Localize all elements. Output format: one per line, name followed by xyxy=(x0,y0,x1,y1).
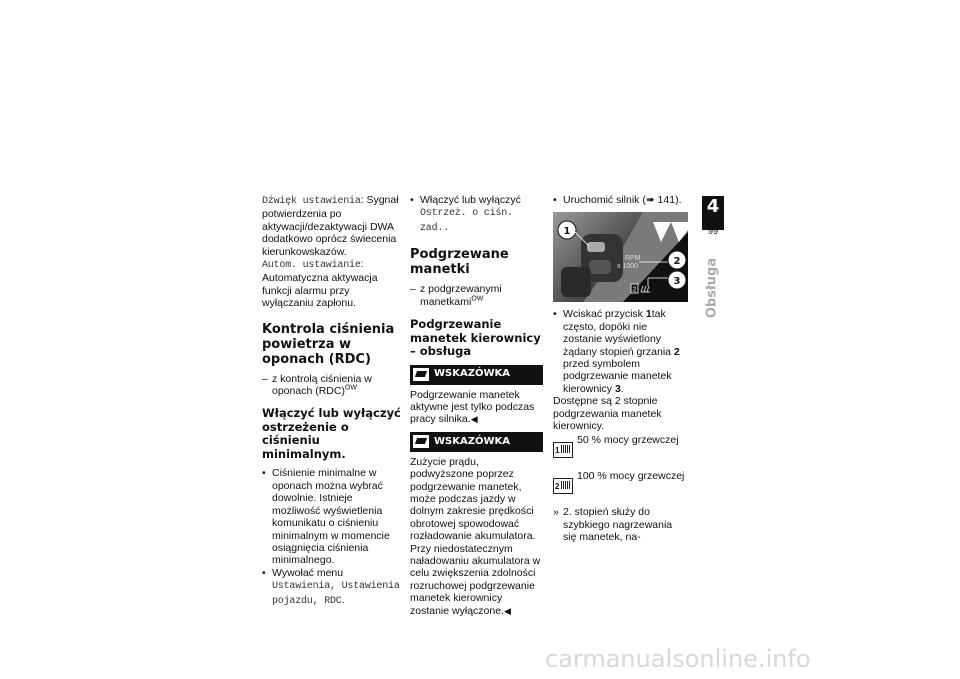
press-button-bullet: • Wciskać przycisk 1tak często, dopóki nie zostanie wyświetlony żądany stopień grzania 2 przed symbolem podgrzewanie manetek kierownicy 3. xyxy=(553,308,688,395)
note-banner: WSKAZÓWKA xyxy=(410,365,543,385)
note-2-text: Zużycie prądu, podwyższone poprzez podgrzewanie manetek, może podczas jazdy w dolnym zakresie prędkości obrotowej spowodować rozładowanie akumulatora. Przy niedostatecznym naładowaniu akumulatora w celu zwiększenia zdolności rozruchowej podgrzewanie manetek kierownicy zostanie wyłączone.◀ xyxy=(410,455,541,617)
note-banner: WSKAZÓWKA xyxy=(410,432,543,452)
heating-level-1: 1 50 % mocy grzewczej xyxy=(553,434,688,458)
column-3 xyxy=(553,194,688,544)
column-2 xyxy=(410,194,543,617)
sound-setting-paragraph: Dźwięk ustawienia: Sygnał potwierdzenia po aktywacji/dezaktywacji DWA dodatkowo oprócz świecenia kierunkowskazów. xyxy=(262,194,399,258)
tire-pressure-heading: Kontrola ciśnienia powietrza w oponach (RDC) xyxy=(262,321,395,367)
note-1-text: Podgrzewanie manetek aktywne jest tylko podczas pracy silnika.◀ xyxy=(410,388,535,426)
heated-grips-operation-heading: Podgrzewanie manetek kierownicy – obsługa xyxy=(410,317,541,359)
svg-text:2: 2 xyxy=(673,256,681,268)
watermark-text: carmanualsonline.info xyxy=(545,645,811,673)
rdc-option-line: – z kontrolą ciśnienia w oponach (RDC)$^{OW}$ xyxy=(262,373,402,398)
heat-level-1-icon: 1 xyxy=(553,442,573,458)
end-mark-icon: ◀ xyxy=(503,605,511,616)
auto-setting-paragraph: Autom. ustawianie: Automatyczna aktywacja funkcji alarmu przy wyłączaniu zapłonu. xyxy=(262,258,378,310)
note-book-icon xyxy=(413,368,429,381)
section-tab: Obsługa xyxy=(704,257,720,319)
handlebar-figure xyxy=(553,212,688,302)
start-engine-bullet: • Uruchomić silnik (➠ 141). xyxy=(553,194,688,206)
gear-level-label: 2 xyxy=(632,286,637,294)
end-mark-icon: ◀ xyxy=(470,414,478,425)
chapter-tab: 4 xyxy=(702,196,724,230)
rpm-label: RPM xyxy=(625,255,641,263)
svg-text:1: 1 xyxy=(563,226,571,238)
min-pressure-bullet: • Ciśnienie minimalne w oponach można wybrać dowolnie. Istnieje możliwość wyświetlenia komunikatu o ciśnieniu minimalnym w momencie osiągnięcia ciśnienia minimalnego. xyxy=(262,467,402,566)
min-pressure-warning-heading: Włączyć lub wyłączyć ostrzeżenie o ciśnieniu minimalnym. xyxy=(262,406,401,461)
x1000-label: x 1000 xyxy=(617,263,639,271)
levels-paragraph: Dostępne są 2 stopnie podgrzewania manetek kierownicy. xyxy=(553,395,662,433)
svg-text:3: 3 xyxy=(673,276,681,288)
toggle-warning-bullet: • Włączyć lub wyłączyć Ostrzeż. o ciśn. zad.. xyxy=(410,194,543,235)
page-number: 99 xyxy=(707,226,718,236)
heated-grips-option-line: – z podgrzewanymi manetkami$^{OW}$ xyxy=(410,283,543,308)
heating-level-2: 2 100 % mocy grzewczej xyxy=(553,470,688,494)
heated-grips-heading: Podgrzewane manetki xyxy=(410,247,509,278)
level-2-result-line: » 2. stopień służy do szybkiego nagrzewania się manetek, na- xyxy=(553,506,688,543)
handlebar-illustration xyxy=(553,212,688,302)
menu-call-bullet: • Wywołać menu Ustawienia, Ustawienia pojazdu, RDC. xyxy=(262,567,402,608)
column-1 xyxy=(262,194,402,608)
heat-level-2-icon: 2 xyxy=(553,478,573,494)
note-book-icon xyxy=(413,435,429,448)
